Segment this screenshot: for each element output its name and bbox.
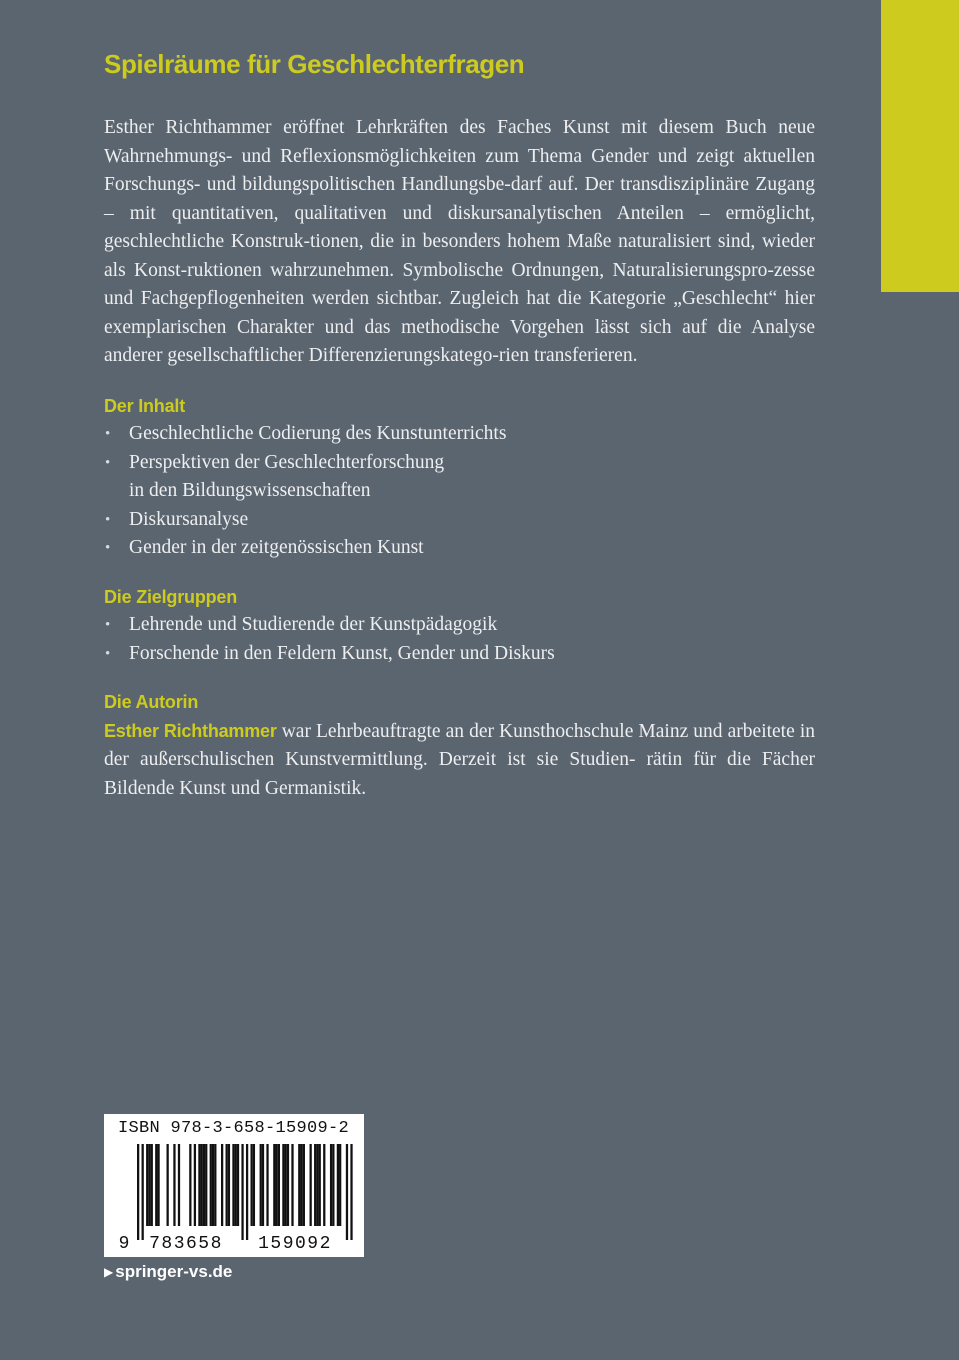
barcode-bar [157,1144,159,1226]
barcode-bar [235,1144,237,1226]
list-item [104,640,815,669]
accent-color-bar [881,0,959,292]
barcode-bar [275,1144,277,1226]
barcode-digits-left: 783658 [149,1234,223,1254]
section-heading-inhalt: Der Inhalt [104,395,186,416]
barcode-bar [303,1144,305,1226]
list-item [104,506,815,535]
barcode-bar [262,1144,264,1226]
barcode-bar [221,1144,223,1226]
barcode-bar [314,1144,316,1226]
barcode-bar [273,1144,275,1226]
isbn-barcode [104,1114,364,1257]
intro-line: rien transferieren. [498,345,638,366]
isbn-label: ISBN 978-3-658-15909-2 [118,1119,350,1138]
section-heading-autorin: Die Autorin [104,692,199,712]
list-item-text: Lehrende und Studierende der Kunstpädagogik [129,614,498,635]
list-item-text: Forschende in den Feldern Kunst, Gender und Diskurs [129,642,555,664]
website-text: springer-vs.de [115,1262,233,1281]
list-item [104,449,815,506]
barcode-guard-bar [246,1144,248,1240]
list-item [104,611,815,640]
barcode-guard-bar [241,1144,243,1240]
bullet-icon: • [105,617,111,633]
barcode-bar [330,1144,332,1226]
barcode-bar [319,1144,321,1226]
barcode-guard-bar [346,1144,348,1240]
barcode-bar [310,1144,312,1226]
barcode-bar [167,1144,169,1226]
barcode-bar [203,1144,205,1226]
inhalt-list [104,420,815,563]
barcode-bar [198,1144,200,1226]
barcode-bar [339,1144,341,1226]
intro-line: zesse und Fachgepflogenheiten werden sichtbar. Zugleich hat die Kategorie [104,259,815,309]
intro-line: und zeigt aktuellen Forschungs- und bildungspolitischen Handlungsbe- [104,145,816,195]
list-item-text: Geschlechtliche Codierung des Kunstunterrichts [129,423,507,444]
barcode-bar [266,1144,268,1226]
author-bio-line: rätin für die Fächer Bildende Kunst und Germanistik. [104,749,815,799]
barcode-bar [201,1144,203,1226]
barcode-bar [316,1144,318,1226]
barcode-bar [323,1144,325,1226]
barcode-guard-bar [350,1144,352,1240]
section-heading-zielgruppen: Die Zielgruppen [104,586,238,607]
intro-paragraph [104,114,815,371]
back-cover-content [104,44,815,803]
barcode-bar [148,1144,150,1226]
intro-line: und diskursanalytischen Anteilen – ermöglicht, geschlechtliche Konstruk- [104,202,815,252]
author-bio-line: arbeitete in der außerschulischen Kunstvermittlung. Derzeit ist sie Studien- [104,720,815,770]
author-bio [104,717,815,804]
barcode-bar [251,1144,253,1226]
intro-line: neue Wahrnehmungs- und Reflexionsmöglichkeiten zum Thema Gender [104,117,816,167]
barcode-bar [155,1144,157,1226]
intro-line: lässt sich auf die Analyse anderer gesellschaftlicher Differenzierungskatego- [104,316,816,366]
author-name: Esther Richthammer [104,720,277,741]
barcode-bar [146,1144,148,1226]
barcode-bar [291,1144,293,1226]
intro-line: Esther Richthammer eröffnet Lehrkräften des Faches Kunst mit diesem Buch [104,117,767,138]
list-item-text: Gender in der zeitgenössischen Kunst [129,537,424,558]
intro-line: ruktionen wahrzunehmen. Symbolische Ordnungen, Naturalisierungspro- [187,259,774,281]
barcode-bar [282,1144,284,1226]
barcode-bar [173,1144,175,1226]
barcode-bar [278,1144,280,1226]
bullet-icon: • [105,511,111,528]
barcode-bar [151,1144,153,1226]
book-title: Spielräume für Geschlechterfragen [104,49,525,79]
barcode-bar [237,1144,239,1226]
barcode-bar [332,1144,334,1226]
barcode-bar [337,1144,339,1226]
barcode-bar [212,1144,214,1226]
list-item [104,420,815,449]
barcode-bar [300,1144,302,1226]
barcode-bar [226,1144,228,1226]
list-item-text: in den Bildungswissenschaften [129,480,371,501]
bullet-icon: • [105,645,111,662]
bullet-icon: • [105,426,111,442]
barcode-digits-right: 159092 [258,1234,332,1254]
list-item [104,534,815,563]
barcode-bar [210,1144,212,1226]
barcode-digit-first: 9 [118,1234,130,1254]
barcode-bars [137,1144,353,1240]
bullet-icon: • [105,454,111,471]
barcode-bar [189,1144,191,1226]
barcode-bar [285,1144,287,1226]
barcode-bar [205,1144,207,1226]
zielgruppen-list [104,611,815,668]
barcode-bar [178,1144,180,1226]
barcode-guard-bar [142,1144,144,1240]
barcode-bar [298,1144,300,1226]
list-item-text: Diskursanalyse [129,508,249,530]
website-link[interactable] [104,1262,232,1282]
bullet-icon: • [105,540,111,556]
barcode-bar [287,1144,289,1226]
barcode-guard-bar [137,1144,139,1240]
list-item-text: Perspektiven der Geschlechterforschung [129,451,445,473]
barcode-bar [214,1144,216,1226]
barcode-graphic [104,1114,364,1257]
intro-line: tionen, die in besonders hohem Maße naturalisiert sind, wieder als Konst- [104,231,816,281]
author-bio-line: war Lehrbeauftragte an der Kunsthochschule Mainz und [276,720,723,742]
barcode-bar [260,1144,262,1226]
barcode-bar [253,1144,255,1226]
barcode-bar [194,1144,196,1226]
barcode-bar [228,1144,230,1226]
intro-line: darf auf. Der transdisziplinäre Zugang – mit quantitativen, qualitativen [104,174,815,224]
intro-line: „Geschlecht“ hier exemplarischen Charakter und das methodische Vorgehen [104,288,815,338]
barcode-bar [232,1144,234,1226]
play-arrow-icon: ▶ [104,1265,114,1279]
